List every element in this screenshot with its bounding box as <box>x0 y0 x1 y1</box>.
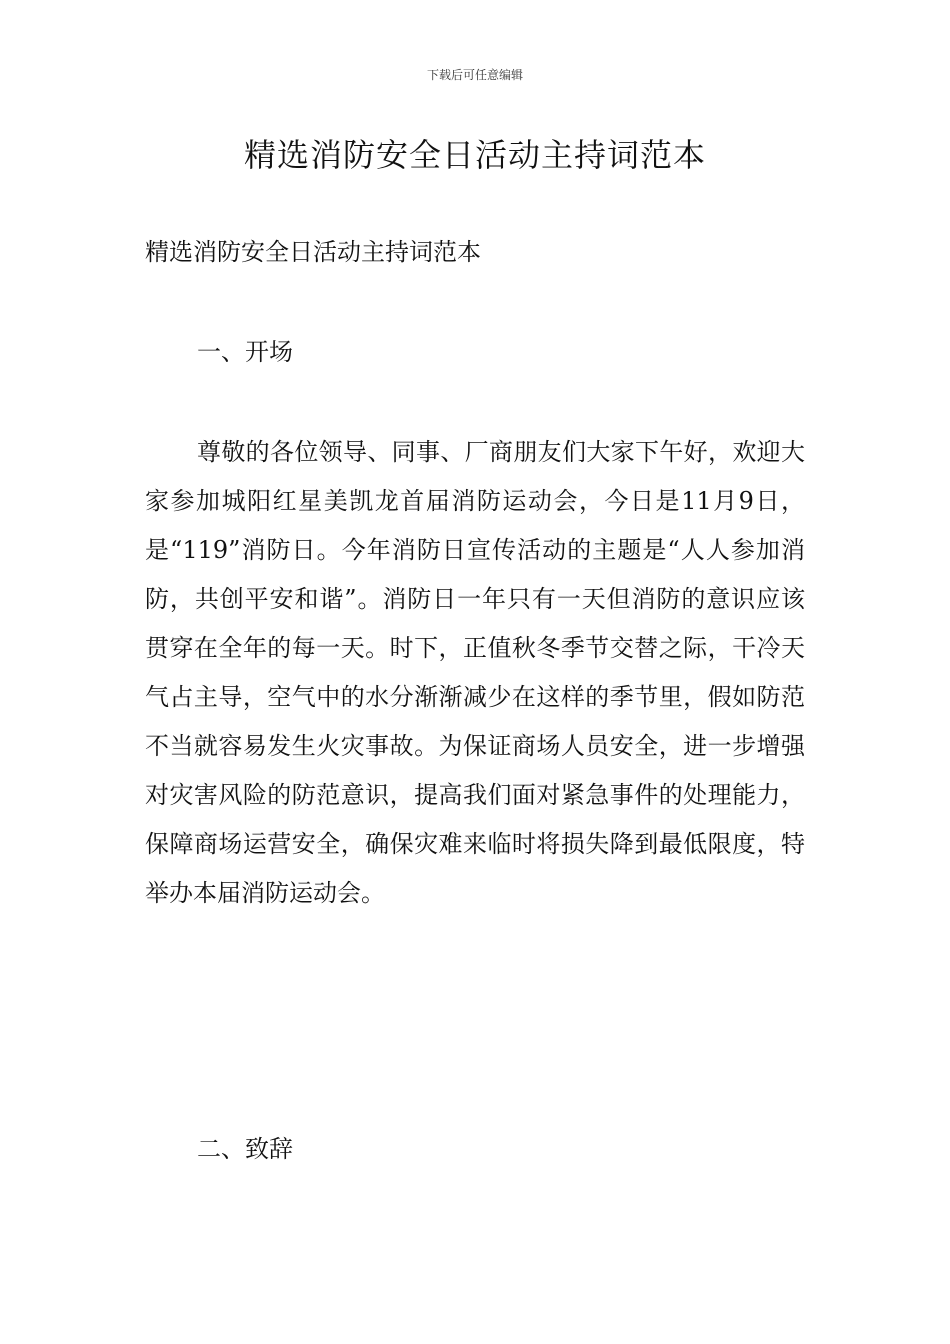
section-heading-speech: 二、致辞 <box>197 1135 293 1163</box>
document-title: 精选消防安全日活动主持词范本 <box>243 136 706 174</box>
header-note: 下载后可任意编辑 <box>426 68 523 82</box>
opening-paragraph: 尊敬的各位领导、同事、厂商朋友们大家下午好，欢迎大家参加城阳红星美凯龙首届消防运动会，今日是11月9日，是“119”消防日。今年消防日宣传活动的主题是“人人参加消防，共创平安和谐”。消防日一年只有一天但消防的意识应该贯穿在全年的每一天。时下，正值秋冬季节交替之际，干冷天气占主导，空气中的水分渐渐减少在这样的季节里，假如防范不当就容易发生火灾事故。为保证商场人员安全，进一步增强对灾害风险的防范意识，提高我们面对紧急事件的处理能力，保障商场运营安全，确保灾难来临时将损失降到最低限度，特举办本届消防运动会。 <box>145 438 805 907</box>
document-subtitle: 精选消防安全日活动主持词范本 <box>145 238 481 266</box>
section-heading-opening: 一、开场 <box>197 338 293 366</box>
